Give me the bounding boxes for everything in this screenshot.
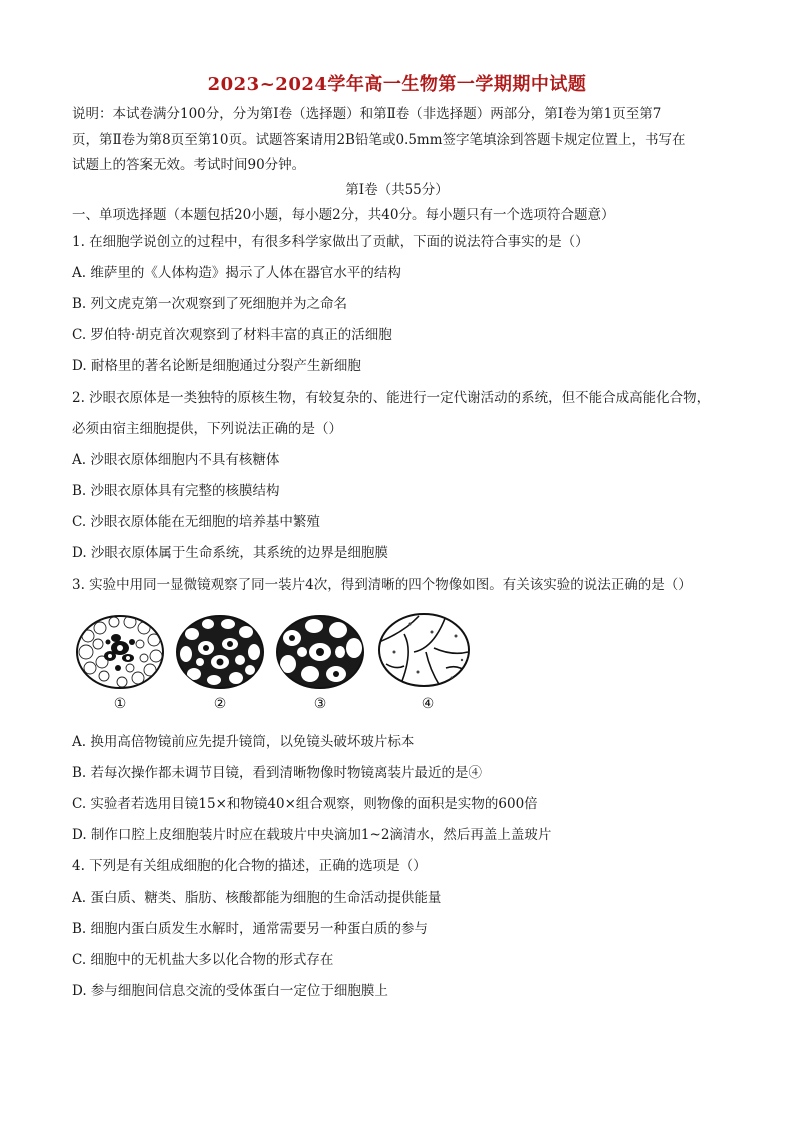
q4-option-b: B. 细胞内蛋白质发生水解时，通常需要另一种蛋白质的参与: [72, 921, 429, 937]
exam-title: 2023~2024学年高一生物第一学期期中试题: [207, 74, 587, 95]
section-title: 第Ⅰ卷（共55分）: [345, 182, 449, 198]
part-heading: 一、单项选择题（本题包括20小题，每小题2分，共40分。每小题只有一个选项符合题意）: [72, 207, 615, 223]
q2-option-b: B. 沙眼衣原体具有完整的核膜结构: [72, 483, 280, 499]
q3-option-b: B. 若每次操作都未调节目镜，看到清晰物像时物镜离装片最近的是④: [72, 765, 483, 781]
microscope-view-3: [277, 616, 363, 688]
figure-label-1: ①: [113, 696, 127, 712]
q4-option-d: D. 参与细胞间信息交流的受体蛋白一定位于细胞膜上: [72, 983, 388, 999]
figure-label-4: ④: [421, 696, 435, 712]
q2-option-c: C. 沙眼衣原体能在无细胞的培养基中繁殖: [72, 514, 320, 530]
q3-option-d: D. 制作口腔上皮细胞装片时应在载玻片中央滴加1~2滴清水，然后再盖上盖玻片: [72, 827, 552, 843]
instructions-line-3: 试题上的答案无效。考试时间90分钟。: [72, 157, 306, 173]
q3-option-a: A. 换用高倍物镜前应先提升镜筒，以免镜头破坏玻片标本: [72, 734, 415, 750]
q2-option-d: D. 沙眼衣原体属于生命系统，其系统的边界是细胞膜: [72, 545, 388, 561]
q2-stem-line-2: 必须由宿主细胞提供，下列说法正确的是（）: [72, 421, 342, 437]
q1-option-b: B. 列文虎克第一次观察到了死细胞并为之命名: [72, 296, 348, 312]
q3-option-c: C. 实验者若选用目镜15×和物镜40×组合观察，则物像的面积是实物的600倍: [72, 796, 538, 812]
q1-stem: 1. 在细胞学说创立的过程中，有很多科学家做出了贡献，下面的说法符合事实的是（）: [72, 234, 589, 250]
instructions-line-2: 页，第Ⅱ卷为第8页至第10页。试题答案请用2B铅笔或0.5mm签字笔填涂到答题卡规定位置上，书写在: [72, 132, 686, 148]
microscope-view-4: [379, 614, 469, 686]
microscope-view-2: [177, 616, 263, 688]
q1-option-d: D. 耐格里的著名论断是细胞通过分裂产生新细胞: [72, 358, 361, 374]
q1-option-a: A. 维萨里的《人体构造》揭示了人体在器官水平的结构: [72, 265, 401, 281]
q1-option-c: C. 罗伯特·胡克首次观察到了材料丰富的真正的活细胞: [72, 327, 392, 343]
q4-option-c: C. 细胞中的无机盐大多以化合物的形式存在: [72, 952, 334, 968]
microscope-views-figure: [74, 612, 474, 712]
q4-option-a: A. 蛋白质、糖类、脂肪、核酸都能为细胞的生命活动提供能量: [72, 890, 442, 906]
figure-label-2: ②: [213, 696, 227, 712]
q3-stem: 3. 实验中用同一显微镜观察了同一装片4次，得到清晰的四个物像如图。有关该实验的说法正确的是（）: [72, 577, 692, 593]
q4-stem: 4. 下列是有关组成细胞的化合物的描述，正确的选项是（）: [72, 858, 427, 874]
q2-stem-line-1: 2. 沙眼衣原体是一类独特的原核生物，有较复杂的、能进行一定代谢活动的系统，但不能合成高能化合物，: [72, 390, 711, 406]
q2-option-a: A. 沙眼衣原体细胞内不具有核糖体: [72, 452, 280, 468]
instructions-line-1: 说明：本试卷满分100分，分为第Ⅰ卷（选择题）和第Ⅱ卷（非选择题）两部分，第Ⅰ卷为第1页至第7: [72, 106, 662, 122]
figure-label-3: ③: [313, 696, 327, 712]
microscope-view-1: [77, 616, 163, 688]
